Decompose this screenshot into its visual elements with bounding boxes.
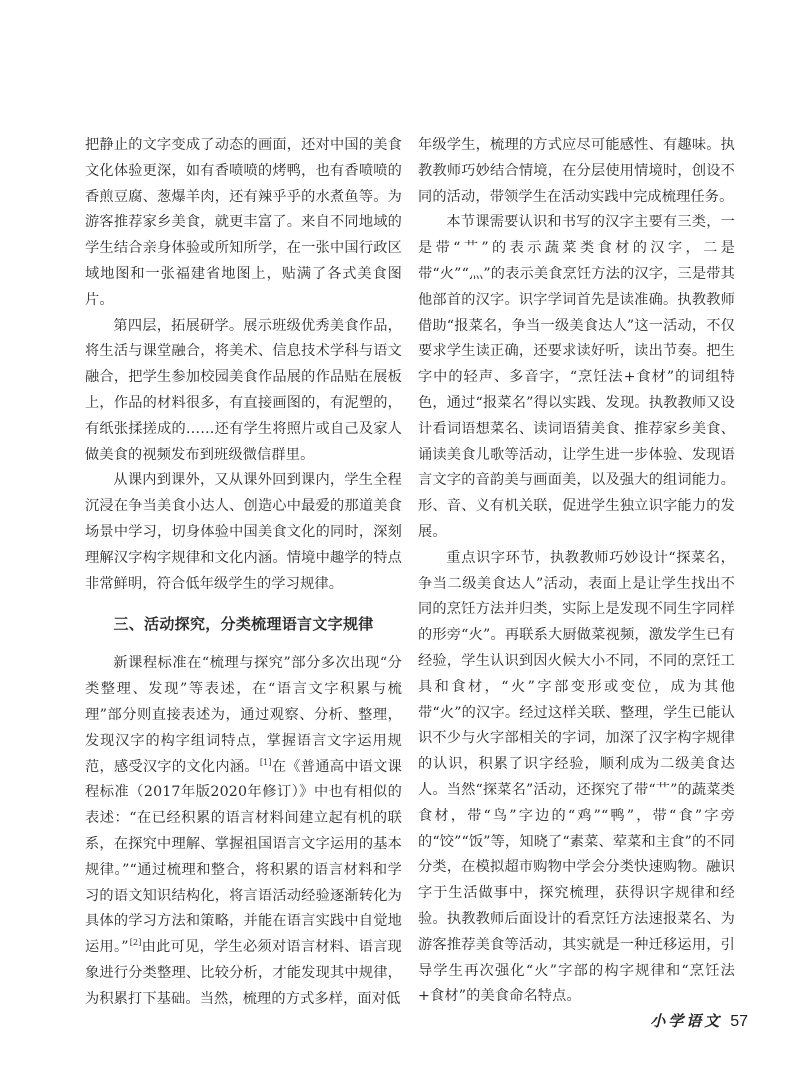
paragraph: [85, 651, 402, 1012]
paragraph-text: 在《普通高中语文课程标准（2017年版2020年修订）》中也有相似的表述：“在已经积累的语言材料间建立起有机的联系，在探究中理解、掌握祖国语言文字运用的基本规律。”“通过梳理和整合，将积累的语言材料和学习的语文知识结构化，将言语活动经验逐渐转化为具体的学习方法和策略，并能在语言实践中自觉地运用。”: [85, 758, 402, 956]
footnote-reference: [1]: [259, 757, 272, 767]
paragraph-text: 新课程标准在“梳理与探究”部分多次出现“分类整理、发现”等表述，在“语言文字积累与梳理”部分则直接表述为，通过观察、分析、整理，发现汉字的构字组词特点，掌握语言文字运用规范，感受汉字的文化内涵。: [85, 655, 402, 775]
footnote-reference: [2]: [129, 938, 142, 948]
journal-title: 小学语文: [650, 1012, 723, 1030]
paragraph: 把静止的文字变成了动态的画面，还对中国的美食文化体验更深，如有香喷喷的烤鸭，也有香喷喷的香煎豆腐、葱爆羊肉，还有辣乎乎的水煮鱼等。为游客推荐家乡美食，就更丰富了。来自不同地域的学生结合亲身体验或所知所学，在一张中国行政区域地图和一张福建省地图上，贴满了各式美食图片。: [85, 137, 402, 308]
right-column: [418, 133, 735, 1010]
paragraph-text: 由此可见，学生必须对语言材料、语言现象进行分类整理、比较分析，才能发现其中规律，为积累打下基础。当然，梳理的方式多样，面对低: [85, 939, 402, 1007]
paragraph: 第四层，拓展研学。展示班级优秀美食作品，将生活与课堂融合，将美术、信息技术学科与语文融合，把学生参加校园美食作品展的作品贴在展板上，作品的材料很多，有直接画图的，有泥塑的，有纸张揉搓成的……还有学生将照片或自己及家人做美食的视频发布到班级微信群里。: [85, 317, 402, 463]
paragraph: 从课内到课外，又从课外回到课内，学生全程沉浸在争当美食小达人、创造心中最爱的那道美食场景中学习，切身体验中国美食文化的同时，深刻理解汉字构字规律和文化内涵。情境中趣学的特点非常鲜明，符合低年级学生的学习规律。: [85, 472, 402, 592]
page-number: 57: [730, 1013, 748, 1030]
paragraph: 重点识字环节，执教教师巧妙设计“探菜名，争当二级美食达人”活动，表面上是让学生找出不同的烹饪方法并归类，实际上是发现不同生字同样的形旁“火”。再联系大厨做菜视频，激发学生已有经验，学生认识到因火候大小不同，不同的烹饪工具和食材，“火”字部变形或变位，成为其他带“火”的汉字。经过这样关联、整理，学生已能认识不少与火字部相关的字词，加深了汉字构字规律的认识，积累了识字经验，顺利成为二级美食达人。当然“探菜名”活动，还探究了带“艹”的蔬菜类食材，带“鸟”字边的“鸡”“鸭”，带“食”字旁的“饺”“饭”等，知晓了“素菜、荤菜和主食”的不同分类，在模拟超市购物中学会分类快速购物。融识字于生活做事中，探究梳理，获得识字规律和经验。执教教师后面设计的看烹饪方法速报菜名、为游客推荐美食等活动，其实就是一种迁移运用，引导学生再次强化“火”字部的构字规律和“烹饪法+食材”的美食命名特点。: [418, 549, 735, 1005]
paragraph: 年级学生，梳理的方式应尽可能感性、有趣味。执教教师巧妙结合情境，在分层使用情境时，创设不同的活动，带领学生在活动实践中完成梳理任务。: [418, 137, 735, 205]
paragraph: 本节课需要认识和书写的汉字主要有三类，一是带“艹”的表示蔬菜类食材的汉字，二是带“火”“灬”的表示美食烹饪方法的汉字，三是带其他部首的汉字。识字学词首先是读准确。执教教师借助“报菜名，争当一级美食达人”这一活动，不仅要求学生读正确，还要求读好听，读出节奏。把生字中的轻声、多音字，“烹饪法+食材”的词组特色，通过“报菜名”得以实践、发现。执教教师又设计看词语想菜名、读词语猜美食、推荐家乡美食、诵读美食儿歌等活动，让学生进一步体验、发现语言文字的音韵美与画面美，以及强大的组词能力。形、音、义有机关联，促进学生独立识字能力的发展。: [418, 214, 735, 540]
left-column: [85, 133, 402, 1013]
page-footer: [650, 1010, 748, 1031]
section-heading: 三、活动探究，分类梳理语言文字规律: [113, 615, 374, 634]
